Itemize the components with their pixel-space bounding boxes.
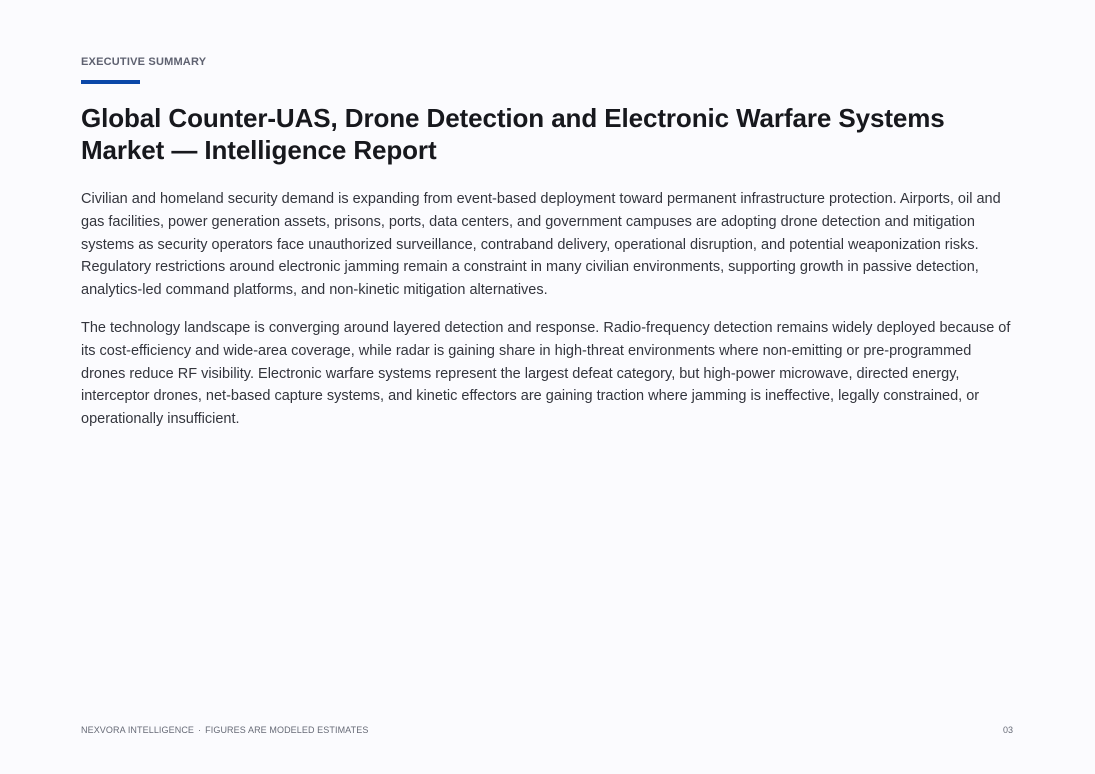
body-paragraph-1: Civilian and homeland security demand is expanding from event-based deployment toward permanent infrastructure protection. Airports, oil and gas facilities, power generation assets, prisons, ports, data centers, and government campuses are adopting drone detection and mitigation systems as security operators face unauthorized surveillance, contraband delivery, operational disruption, and potential weaponization risks. Regulatory restrictions around electronic jamming remain a constraint in many civilian environments, supporting growth in passive detection, analytics-led command platforms, and non-kinetic mitigation alternatives. [81,191,1001,299]
footer-brand: NEXVORA INTELLIGENCE [81,725,195,735]
body-paragraph-2: The technology landscape is converging around layered detection and response. Radio-frequency detection remains widely deployed because of its cost-efficiency and wide-area coverage, while radar is gaining share in high-threat environments where non-emitting or pre-programmed drones reduce RF visibility. Electronic warfare systems represent the largest defeat category, but high-power microwave, directed energy, interceptor drones, net-based capture systems, and kinetic effectors are gaining traction where jamming is ineffective, legally constrained, or operationally insufficient. [81,319,1011,428]
footer-note: FIGURES ARE MODELED ESTIMATES [205,725,369,735]
footer-separator: · [198,725,202,735]
report-page [81,56,1016,431]
page-number: 03 [1002,725,1013,735]
section-label: EXECUTIVE SUMMARY [81,56,207,68]
accent-bar [81,80,140,84]
footer-left [81,725,368,736]
page-title: Global Counter-UAS, Drone Detection and Electronic Warfare Systems Market — Intelligence Report [81,103,945,165]
